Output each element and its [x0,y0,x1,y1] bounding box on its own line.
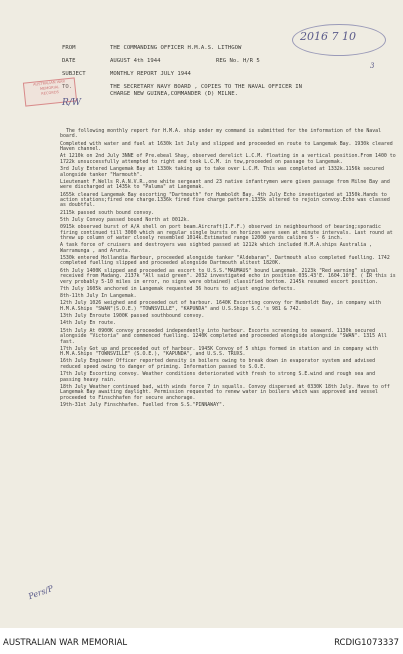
report-paragraph: 6th July 1400K slipped and proceeded as escort to U.S.S."MAUMAUS" bound Langemak. 2123k "Red warning" signal received from Madang. 2137k "All said green". 2032 investigated echo in position 03S.43'E. 1604.10'E. ( IR this is very probably 5-10 miles in error, no signs were obtained) classified bottom. 2145k resumed escort position. [60,267,399,285]
report-paragraph: 1530k entered Hollandia Harbour, proceeded alongside tanker "Aldebaran". Dartmouth also completed fuelling. 1742 completed fuelling slipped and proceeded alongside Dartmouth alitest 1820K. [60,255,393,267]
report-paragraph: 0915k observed burst of A/A shell on port beam.Aircraft(I.F.F.) observed in neighbourhood of bearing;sporadic firing continued till 3000 which an regular single bursts on horizon were seen at minute intervals. Last round at threw up column of water closely resembled 1014k.Estimated range 12000 yards calibre 5 - 6 inch. [60,224,396,242]
handwritten-file-number: 2016 7 10 [300,30,356,43]
header-from-line [62,45,241,52]
report-paragraph: 18th July Weather continued bad, with winds force 7 in squalls. Convoy dispersed at 0330K 18th July. Have to off Langemak Bay awaiting daylight. Permission requested to renew water in boilers which was approved and vessel proceeded to Finschhafen for secure anchorage. [60,383,393,401]
report-intro: The following monthly report for H.M.A. ship under my command is submitted for the information of the Naval board. [60,128,385,140]
handwritten-small-mark: 3 [370,62,375,70]
report-paragraph: 5th July Convoy passed bound North at 0012k. [60,216,190,223]
from-label: FROM [62,45,76,51]
footer-institution: AUSTRALIAN WAR MEMORIAL [3,638,128,648]
handwritten-bottom-mark: Pers/P [27,583,55,602]
report-paragraph: 2115k passed south bound convoy. [60,209,155,216]
report-paragraphs [60,142,398,409]
report-paragraph: Lieutenant F.Wells R.A.N.V.R.,one white sergeant and 23 native infantrymen were given passage from Milne Bay and were discharged at 1435k to "Paluma" at Langemak. [60,178,393,191]
report-paragraph: 17th July Got up and proceeded out of harbour. 1945K Convoy of 5 ships formed in station and in company with H.M.A.Ships "TOWNSVILLE" (S.O.E.), "KAPUNDA", and U.S.S. TRUXS. [60,345,381,358]
from-value: THE COMMANDING OFFICER H.M.A.S. LITHGOW [110,45,242,51]
header-date-line [62,58,161,65]
report-paragraph: 3rd July Entered Langemak Bay at 1330k taking up to take over L.C.M. This was completed at 1332k.1156k secured alongside tanker "Harmouth". [60,166,387,178]
reg-number: REG No. H/R 5 [216,58,260,64]
report-paragraph: 19th-31st July Finschhafen. Fuelled from S.S."PINNAWAY". [60,402,225,409]
report-paragraph: 14th July En route. [60,320,116,327]
to-value-line2: CHARGE NEW GUINEA,COMMANDER (D) MILNE. [110,91,238,97]
date-label: DATE [62,58,76,64]
stamp-line-3: RECORDS [41,90,60,96]
report-paragraph: 1655k cleared Langemak Bay escorting "Dartmouth" for Humboldt Bay. 4th July Echo investigated at 1350k.Hands to action stations;fired one charge.1336k fired five charge pattern.1335k altered to rejoin convoy.Echo was classed as doubtful. [60,191,393,209]
subject-value: MONTHLY REPORT JULY 1944 [110,71,191,77]
footer-record-id: RCDIG1073337 [334,638,399,648]
report-paragraph: At 1210k on 2nd July 3NNE of Pre.ebeal Shay, observed derelict L.C.M. floating in a vertical position.From 1400 to 1722k unsuccessfully attempted to right and took L.C.M. in tow,proceeded on passage to Langemak. [60,153,399,165]
report-paragraph: 12th July 1026 weighed and proceeded out of harbour. 1640K Escorting convoy for Humboldt Bay, in company with H.M.A.Ships "SWAN"(S.O.E.) "TOWNSVILLE", "KAPUNDA" and U.S.Ships S.C.'s 981 & 742. [60,300,384,312]
header-subject-line [62,71,191,78]
report-paragraph: 13th July Enroute 1900K passed southbound convoy. [60,313,205,320]
stamp-line-1: AUSTRALIAN WAR [32,79,66,87]
report-paragraph: 15th July At 0900K convoy proceeded independently into harbour. Escorts screening to seaward. 1130k secured alongside "Victoria" and commenced fuelling. 1240K completed and proceeded alongside alongside "SWAN". 1315 All fast. [60,327,390,345]
report-paragraph: 17th July Escorting convoy. Weather conditions deteriorated with fresh to strong S.E.wind and rough sea and passing heavy rain. [60,371,379,383]
handwritten-margin-mark: R/W [62,98,82,108]
date-value: AUGUST 4th 1944 [110,58,161,64]
report-paragraph: 7th July 1605k anchored in Langemak requested 36 hours to adjust engine defects. [60,285,296,292]
subject-label: SUBJECT [62,71,86,77]
report-paragraph: Completed with water and fuel at 1630k 1st July and slipped and proceeded en route to Langemak Bay. 1930k cleared Haven channel. [60,140,396,153]
report-paragraph: 8th-11th July In Langemak. [60,293,137,300]
to-value-line1: THE SECRETARY NAVY BOARD , COPIES TO THE NAVAL OFFICER IN [110,84,302,90]
stamp-line-2: MEMORIAL [39,85,60,92]
archive-footer [0,628,403,654]
report-paragraph: A task force of cruisers and destroyers was sighted passed at 1212k which included H.M.A.ships Australia , Warramunga , and Arunta. [60,242,376,254]
report-body [60,129,398,410]
to-label: TO. [62,84,73,90]
header-to-line [62,84,302,91]
report-paragraph: 16th July Engineer Officer reported density in boilers owing to break down in evaporator system and advised reduced speed owing to danger of priming. Information passed to S.O.E. [60,358,379,370]
